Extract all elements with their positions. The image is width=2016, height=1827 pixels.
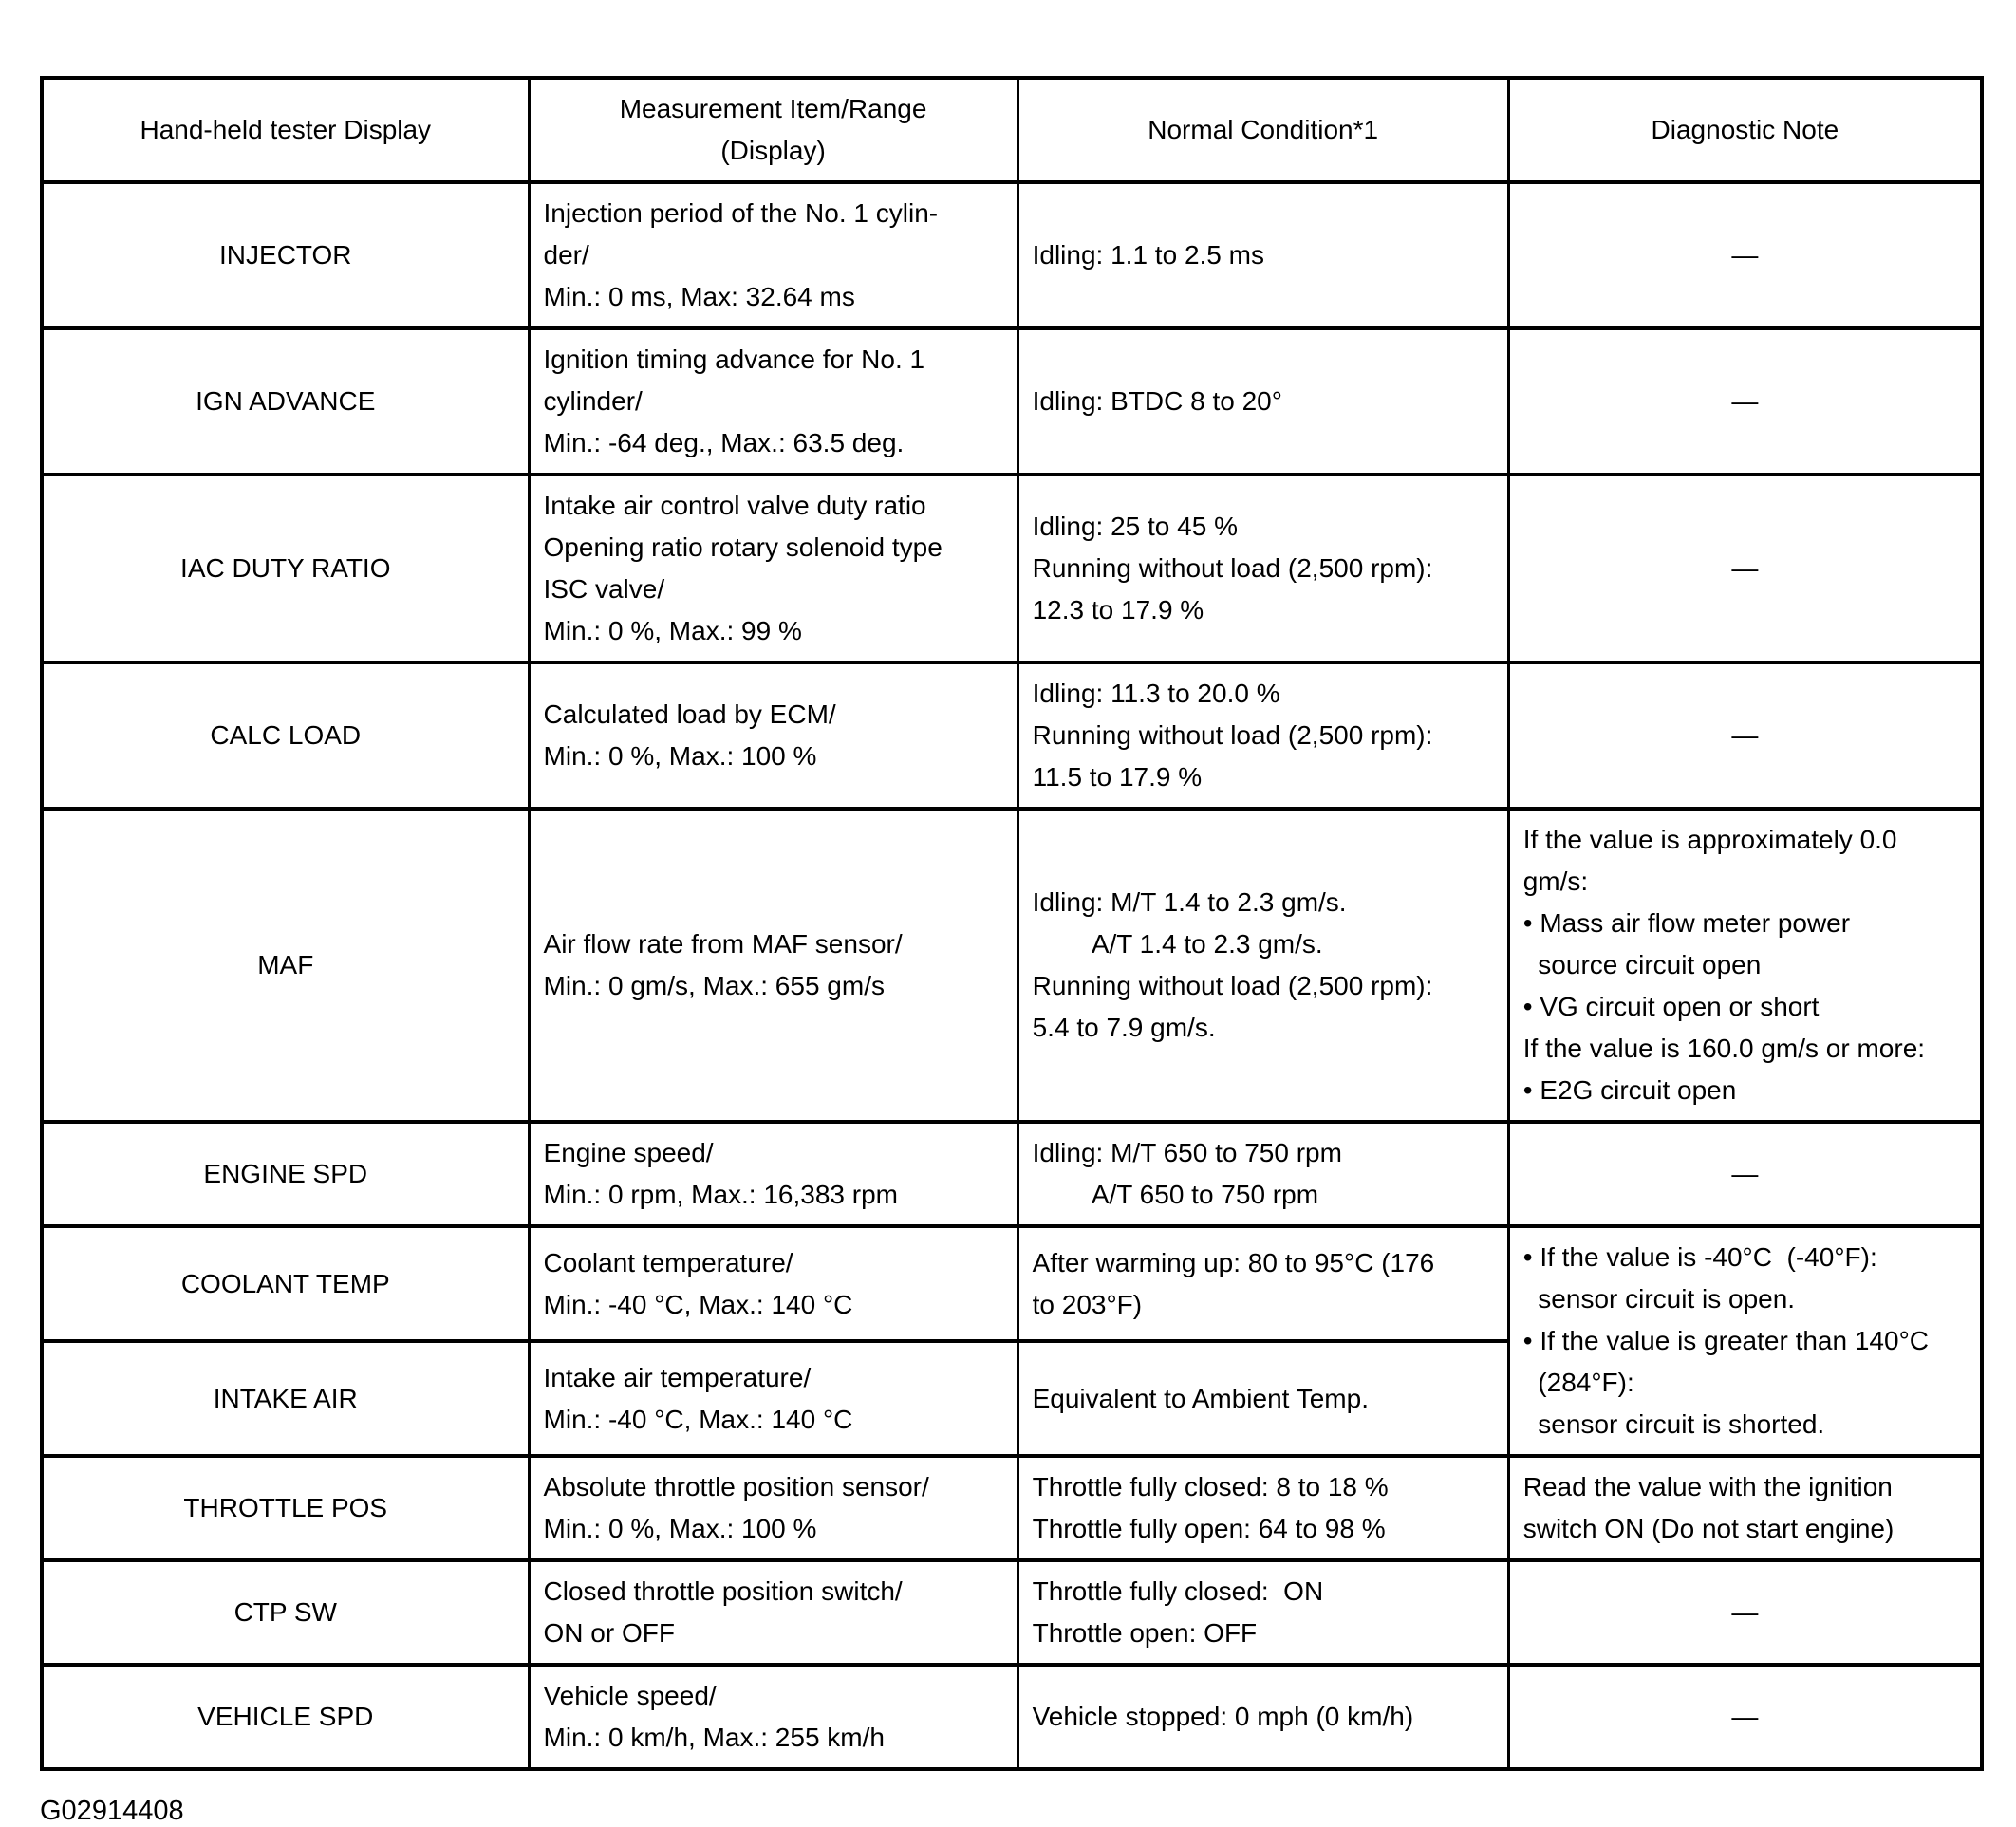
- cell-diagnostic-note: [1508, 662, 1982, 809]
- cell-diagnostic-note: [1508, 809, 1982, 1122]
- cell-display: IGN ADVANCE: [42, 328, 529, 475]
- text-line: • VG circuit open or short: [1522, 992, 1820, 1021]
- cell-diagnostic-note: [1508, 1665, 1982, 1769]
- cell-display: MAF: [42, 809, 529, 1122]
- text-line: If the value is approximately 0.0: [1522, 825, 1897, 854]
- text-line: Min.: 0 rpm, Max.: 16,383 rpm: [543, 1180, 898, 1209]
- text-line: Closed throttle position switch/: [543, 1576, 903, 1606]
- text-line: Measurement Item/Range: [619, 94, 927, 123]
- text-line: (284°F):: [1522, 1368, 1634, 1397]
- text-line: Air flow rate from MAF sensor/: [543, 929, 903, 959]
- cell-display: IAC DUTY RATIO: [42, 475, 529, 662]
- header-row: [42, 78, 1982, 182]
- table-row: [42, 1456, 1982, 1560]
- cell-measurement-item: [529, 328, 1017, 475]
- table-row: [42, 1665, 1982, 1769]
- text-line: Throttle fully closed: ON: [1032, 1576, 1324, 1606]
- text-line: sensor circuit is shorted.: [1522, 1409, 1825, 1439]
- text-line: switch ON (Do not start engine): [1522, 1514, 1895, 1543]
- cell-measurement-item: [529, 1560, 1017, 1665]
- cell-measurement-item: [529, 809, 1017, 1122]
- text-line: Engine speed/: [543, 1138, 714, 1167]
- text-line: Min.: 0 %, Max.: 99 %: [543, 616, 802, 645]
- table-row: [42, 475, 1982, 662]
- text-line: Min.: 0 ms, Max: 32.64 ms: [543, 282, 855, 311]
- table-row: [42, 662, 1982, 809]
- text-line: Min.: -40 °C, Max.: 140 °C: [543, 1289, 853, 1319]
- cell-normal-condition: [1017, 809, 1508, 1122]
- cell-diagnostic-note: [1508, 1226, 1982, 1456]
- text-line: Ignition timing advance for No. 1: [543, 345, 925, 374]
- text-line: Min.: 0 km/h, Max.: 255 km/h: [543, 1723, 885, 1752]
- text-line: 11.5 to 17.9 %: [1032, 762, 1203, 792]
- cell-normal-condition: [1017, 1456, 1508, 1560]
- text-line: Running without load (2,500 rpm):: [1032, 971, 1433, 1000]
- text-line: —: [1731, 1159, 1759, 1188]
- cell-normal-condition: [1017, 1122, 1508, 1226]
- cell-normal-condition: [1017, 662, 1508, 809]
- text-line: Min.: -64 deg., Max.: 63.5 deg.: [543, 428, 905, 457]
- text-line: Injection period of the No. 1 cylin-: [543, 198, 939, 228]
- cell-normal-condition: [1017, 1560, 1508, 1665]
- text-line: Running without load (2,500 rpm):: [1032, 720, 1433, 750]
- text-line: If the value is 160.0 gm/s or more:: [1522, 1034, 1926, 1063]
- text-line: Throttle fully open: 64 to 98 %: [1032, 1514, 1386, 1543]
- cell-display: INJECTOR: [42, 182, 529, 328]
- text-line: der/: [543, 240, 589, 270]
- text-line: A/T 1.4 to 2.3 gm/s.: [1032, 929, 1323, 959]
- text-line: 12.3 to 17.9 %: [1032, 595, 1204, 625]
- text-line: Vehicle stopped: 0 mph (0 km/h): [1032, 1702, 1414, 1731]
- text-line: gm/s:: [1522, 867, 1589, 896]
- text-line: 5.4 to 7.9 gm/s.: [1032, 1013, 1216, 1042]
- text-line: After warming up: 80 to 95°C (176: [1032, 1247, 1435, 1277]
- cell-display: CALC LOAD: [42, 662, 529, 809]
- text-line: Intake air temperature/: [543, 1362, 812, 1392]
- table-row: [42, 809, 1982, 1122]
- text-line: —: [1731, 1702, 1759, 1731]
- cell-normal-condition: [1017, 182, 1508, 328]
- cell-diagnostic-note: [1508, 1560, 1982, 1665]
- text-line: • Mass air flow meter power: [1522, 908, 1851, 938]
- table-row: [42, 328, 1982, 475]
- text-line: ISC valve/: [543, 574, 665, 604]
- cell-normal-condition: [1017, 475, 1508, 662]
- text-line: to 203°F): [1032, 1289, 1143, 1319]
- text-line: Min.: -40 °C, Max.: 140 °C: [543, 1404, 853, 1434]
- text-line: Equivalent to Ambient Temp.: [1032, 1383, 1369, 1413]
- text-line: Idling: 11.3 to 20.0 %: [1032, 679, 1280, 708]
- text-line: —: [1731, 553, 1759, 583]
- text-line: • If the value is -40°C (-40°F):: [1522, 1242, 1877, 1272]
- column-header: [1017, 78, 1508, 182]
- text-line: Opening ratio rotary solenoid type: [543, 532, 943, 562]
- text-line: • If the value is greater than 140°C: [1522, 1326, 1929, 1355]
- cell-diagnostic-note: [1508, 328, 1982, 475]
- table-row: [42, 1560, 1982, 1665]
- cell-measurement-item: [529, 1665, 1017, 1769]
- table-row: [42, 1122, 1982, 1226]
- column-header: [529, 78, 1017, 182]
- cell-measurement-item: [529, 182, 1017, 328]
- text-line: —: [1731, 386, 1759, 416]
- cell-diagnostic-note: [1508, 1122, 1982, 1226]
- cell-measurement-item: [529, 1341, 1017, 1456]
- cell-display: CTP SW: [42, 1560, 529, 1665]
- text-line: A/T 650 to 750 rpm: [1032, 1180, 1319, 1209]
- text-line: source circuit open: [1522, 950, 1762, 979]
- tester-display-table: [40, 76, 1984, 1771]
- table-row: [42, 1226, 1982, 1341]
- text-line: sensor circuit is open.: [1522, 1284, 1796, 1314]
- table-row: [42, 182, 1982, 328]
- text-line: Idling: BTDC 8 to 20°: [1032, 386, 1282, 416]
- cell-measurement-item: [529, 1456, 1017, 1560]
- text-line: Idling: M/T 1.4 to 2.3 gm/s.: [1032, 887, 1347, 917]
- cell-display: VEHICLE SPD: [42, 1665, 529, 1769]
- cell-measurement-item: [529, 1226, 1017, 1341]
- column-header: [1508, 78, 1982, 182]
- cell-display: INTAKE AIR: [42, 1341, 529, 1456]
- cell-diagnostic-note: [1508, 182, 1982, 328]
- cell-diagnostic-note: [1508, 1456, 1982, 1560]
- text-line: Coolant temperature/: [543, 1247, 793, 1277]
- text-line: Calculated load by ECM/: [543, 699, 836, 729]
- cell-measurement-item: [529, 475, 1017, 662]
- figure-code: G02914408: [40, 1796, 184, 1826]
- text-line: —: [1731, 720, 1759, 750]
- text-line: Throttle open: OFF: [1032, 1618, 1258, 1648]
- cell-diagnostic-note: [1508, 475, 1982, 662]
- text-line: Absolute throttle position sensor/: [543, 1472, 929, 1501]
- text-line: Idling: 25 to 45 %: [1032, 512, 1238, 541]
- column-header: [42, 78, 529, 182]
- cell-normal-condition: [1017, 328, 1508, 475]
- text-line: Normal Condition*1: [1148, 115, 1379, 144]
- text-line: Min.: 0 %, Max.: 100 %: [543, 741, 817, 771]
- text-line: cylinder/: [543, 386, 643, 416]
- text-line: Running without load (2,500 rpm):: [1032, 553, 1433, 583]
- text-line: Intake air control valve duty ratio: [543, 491, 926, 520]
- text-line: Vehicle speed/: [543, 1681, 717, 1710]
- text-line: ON or OFF: [543, 1618, 675, 1648]
- cell-normal-condition: [1017, 1665, 1508, 1769]
- cell-display: ENGINE SPD: [42, 1122, 529, 1226]
- cell-display: COOLANT TEMP: [42, 1226, 529, 1341]
- text-line: —: [1731, 240, 1759, 270]
- cell-measurement-item: [529, 662, 1017, 809]
- text-line: Diagnostic Note: [1651, 115, 1839, 144]
- text-line: Idling: M/T 650 to 750 rpm: [1032, 1138, 1342, 1167]
- text-line: —: [1731, 1597, 1759, 1627]
- cell-normal-condition: [1017, 1341, 1508, 1456]
- text-line: • E2G circuit open: [1522, 1075, 1737, 1105]
- text-line: Min.: 0 %, Max.: 100 %: [543, 1514, 817, 1543]
- cell-normal-condition: [1017, 1226, 1508, 1341]
- text-line: Min.: 0 gm/s, Max.: 655 gm/s: [543, 971, 885, 1000]
- text-line: Hand-held tester Display: [140, 115, 432, 144]
- text-line: (Display): [720, 136, 826, 165]
- text-line: Throttle fully closed: 8 to 18 %: [1032, 1472, 1389, 1501]
- text-line: Read the value with the ignition: [1522, 1472, 1893, 1501]
- cell-measurement-item: [529, 1122, 1017, 1226]
- cell-display: THROTTLE POS: [42, 1456, 529, 1560]
- text-line: Idling: 1.1 to 2.5 ms: [1032, 240, 1264, 270]
